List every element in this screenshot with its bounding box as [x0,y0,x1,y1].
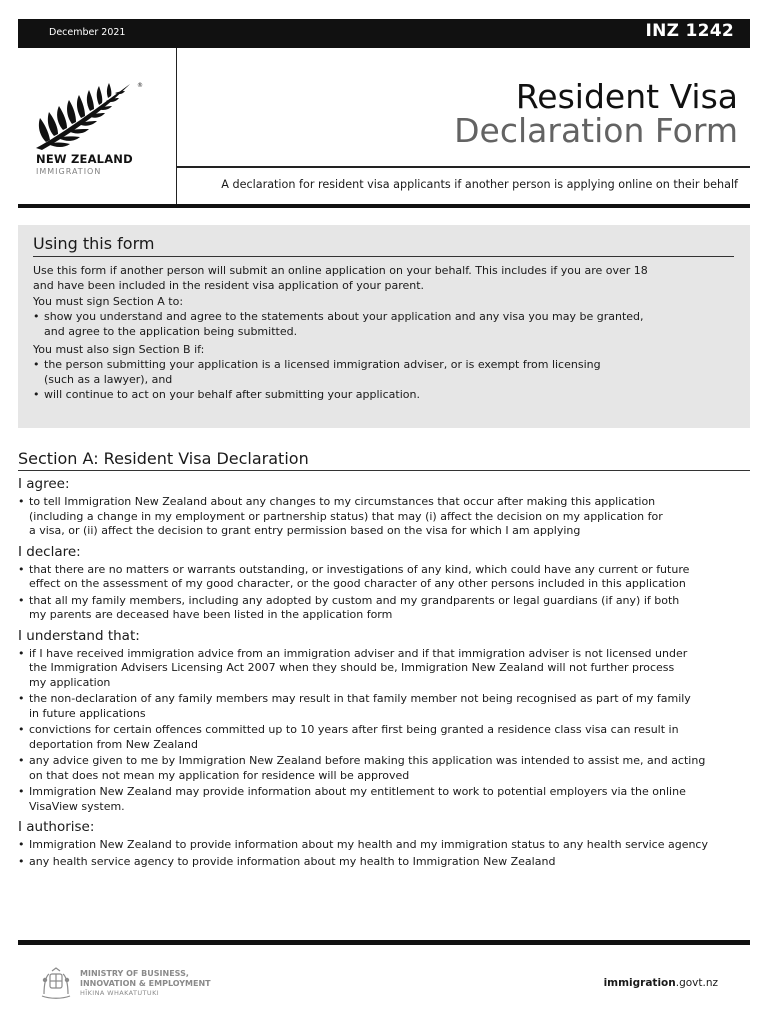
list-item [18,495,750,539]
list-line: any health service agency to provide information about my health to Immigration New Zealand [29,854,556,868]
list-line: Immigration New Zealand to provide information about my health and my immigration status to any health service agency [29,838,708,851]
ministry-line: MINISTRY OF BUSINESS, [80,969,189,978]
list-item [18,855,750,870]
list-item [33,309,743,339]
agree-list [18,495,750,539]
section-a [18,449,750,871]
list-line: the non-declaration of any family members may result in that family member not being recognised as part of my family [29,692,691,705]
nz-immigration-logo [34,78,154,178]
list-line: (including a change in my employment or partnership status) that may (i) affect the decision on my application for [29,509,663,523]
list-line: that all my family members, including any adopted by custom and my grandparents or legal guardians (if any) if both [29,593,680,607]
intro-line: Use this form if another person will submit an online application on your behalf. This includes if you are over 18 [33,264,648,277]
list-line: that there are no matters or warrants outstanding, or investigations of any kind, which could have any current or future [29,562,690,576]
footer-rule [18,940,750,945]
section-a-rule [18,470,750,471]
list-line: (such as a lawyer), and [44,373,173,386]
using-this-form-box [18,225,750,428]
intro-line: and have been included in the resident visa application of your parent. [33,279,425,292]
list-item [18,723,750,752]
sign-a-text: You must sign Section A to: [33,295,184,308]
list-item [18,754,750,783]
coat-of-arms-icon [38,966,74,1000]
list-line: any advice given to me by Immigration New Zealand before making this application was intended to assist me, and acting [29,754,706,767]
list-line: Immigration New Zealand may provide information about my entitlement to work to potential employers via the online [29,785,686,798]
list-line: to tell Immigration New Zealand about any changes to my circumstances that occur after making this application [29,495,656,508]
ministry-line: INNOVATION & EMPLOYMENT [80,978,211,988]
list-line: my application [29,675,111,689]
list-item [18,692,750,721]
list-item [33,357,743,387]
page-title: Resident Visa [515,77,738,116]
url-suffix: .govt.nz [675,977,718,989]
trademark-symbol: ® [137,82,143,89]
list-item [18,647,750,691]
list-line: in future applications [29,706,146,720]
list-line: my parents are deceased have been listed in the application form [29,608,393,621]
list-item [18,838,750,853]
using-form-heading: Using this form [33,234,155,253]
declare-list [18,563,750,623]
logo-name: NEW ZEALAND [36,152,133,166]
understand-list [18,647,750,815]
ministry-maori-name: HĪKINA WHAKATUTUKI [80,989,160,997]
authorise-heading: I authorise: [18,819,95,835]
logo-subname: IMMIGRATION [36,167,102,176]
list-item [18,594,750,623]
list-line: convictions for certain offences committed up to 10 years after first being granted a residence class visa can result in [29,723,679,736]
list-line: show you understand and agree to the statements about your application and any visa you may be granted, [44,310,644,323]
list-line: deportation from New Zealand [29,737,198,751]
page-title-sub: Declaration Form [454,111,738,150]
declare-heading: I declare: [18,543,81,560]
website-url[interactable] [604,977,718,989]
form-code: INZ 1242 [645,21,734,41]
form-date: December 2021 [49,27,126,38]
sign-b-text: You must also sign Section B if: [33,343,205,356]
sign-b-list [33,357,743,402]
intro-text [33,263,743,293]
using-form-rule [33,256,734,257]
header-bar [18,19,750,48]
list-line: the Immigration Advisers Licensing Act 2007 when they should be, Immigration New Zealand will not further process [29,661,675,674]
list-item [33,387,743,402]
sign-a-list [33,309,743,339]
ministry-logo-text [80,969,211,999]
authorise-list [18,838,750,869]
title-divider [176,166,750,168]
list-line: a visa, or (ii) affect the decision to grant entry permission based on the visa for which I am applying [29,524,581,537]
list-line: effect on the assessment of my good character, or the good character of any other persons included in this application [29,577,686,590]
using-form-content [33,263,743,405]
list-line: the person submitting your application is a licensed immigration adviser, or is exempt from licensing [44,358,601,371]
header-divider [176,48,177,204]
list-item [18,563,750,592]
list-line: VisaView system. [29,799,125,813]
list-line: and agree to the application being submitted. [44,325,298,338]
list-line: on that does not mean my application for residence will be approved [29,768,410,782]
understand-heading: I understand that: [18,627,140,644]
form-description: A declaration for resident visa applicants if another person is applying online on their behalf [221,178,738,191]
silver-fern-icon [34,78,134,150]
agree-heading: I agree: [18,476,70,492]
section-a-heading: Section A: Resident Visa Declaration [18,449,309,468]
header-bottom-rule [18,204,750,208]
list-line: will continue to act on your behalf after submitting your application. [44,388,420,401]
url-domain: immigration [603,977,676,989]
list-line: if I have received immigration advice from an immigration adviser and if that immigration adviser is not licensed under [29,646,688,660]
list-item [18,785,750,814]
